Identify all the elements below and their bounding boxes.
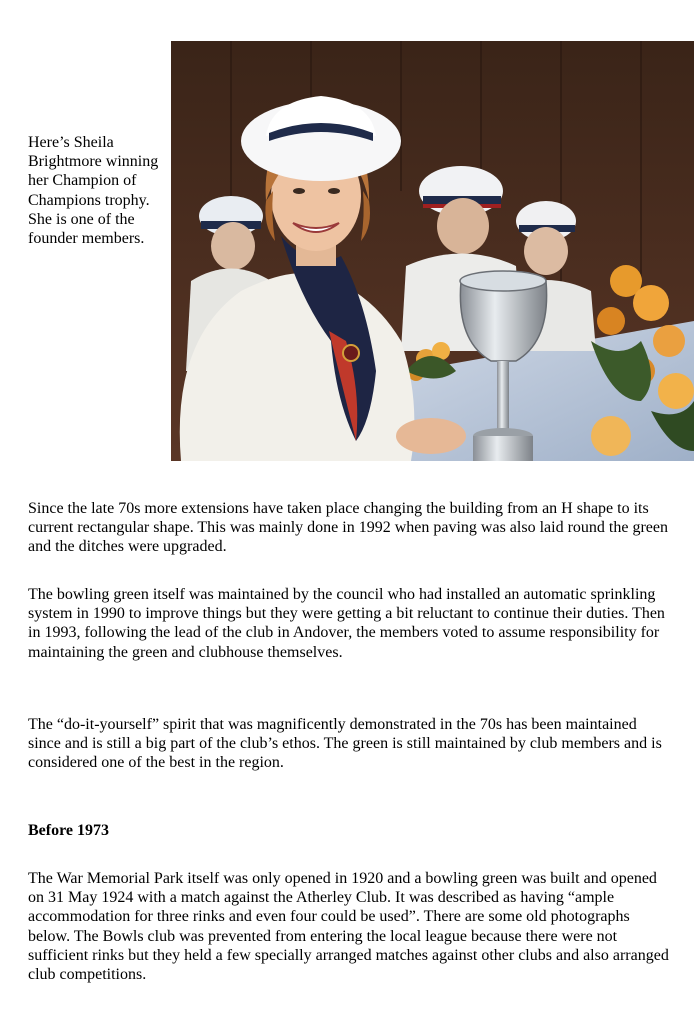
trophy-photo-illustration <box>171 41 694 461</box>
paragraph-bowling-green: The bowling green itself was maintained by the council who had installed an automatic sprinkling system in 1990 to improve things but they were getting a bit reluctant to continue their duties. Then in 1993, following the lead of the club in Andover, the members voted to assume responsibility for maintaining the green and clubhouse themselves. <box>28 586 665 661</box>
paragraph-extensions: Since the late 70s more extensions have taken place changing the building from an H shape to its current rectangular shape. This was mainly done in 1992 when paving was also laid round the green and the ditches were upgraded. <box>28 500 668 556</box>
paragraph-diy-spirit: The “do-it-yourself” spirit that was magnificently demonstrated in the 70s has been maintained since and is still a big part of the club’s ethos. The green is still maintained by club members and is considered one of the best in the region. <box>28 716 662 772</box>
paragraph-before-1973: The War Memorial Park itself was only opened in 1920 and a bowling green was built and opened on 31 May 1924 with a match against the Atherley Club. It was described as having “ample accommodation for three rinks and even four could be used”. There are some old photographs below. The Bowls club was prevented from entering the local league because there were not sufficient rinks but they held a few specially arranged matches against other clubs and also arranged club competitions. <box>28 870 669 984</box>
photo-caption: Here’s Sheila Brightmore winning her Champion of Champions trophy. She is one of the founder members. <box>28 134 159 248</box>
section-heading: Before 1973 <box>28 822 110 839</box>
trophy-photo <box>171 41 694 461</box>
